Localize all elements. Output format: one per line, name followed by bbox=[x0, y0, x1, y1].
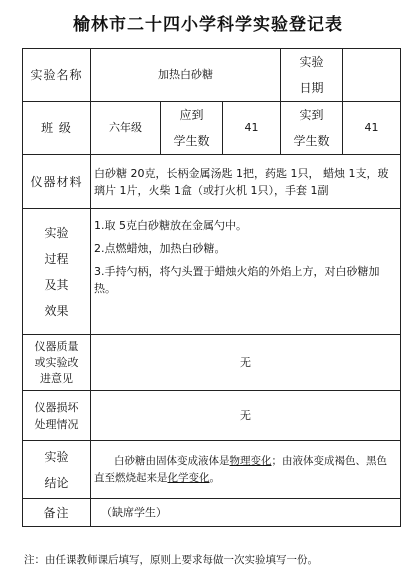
date-label-line-1: 实验 bbox=[299, 55, 324, 69]
actual-students-value: 41 bbox=[343, 102, 401, 155]
remark-value: （缺席学生） bbox=[91, 499, 401, 527]
experiment-date-label bbox=[281, 49, 343, 102]
process-label bbox=[23, 209, 91, 335]
process-label-line-1: 实验 bbox=[44, 225, 69, 240]
expected-label-line-1: 应到 bbox=[179, 108, 204, 122]
conclusion-label bbox=[23, 441, 91, 499]
damage-value: 无 bbox=[91, 391, 401, 441]
class-value: 六年级 bbox=[91, 102, 161, 155]
quality-value: 无 bbox=[91, 335, 401, 391]
conclusion-label-line-2: 结论 bbox=[44, 475, 69, 490]
class-label: 班 级 bbox=[23, 102, 91, 155]
materials-value: 白砂糖 20克，长柄金属汤匙 1把，药匙 1只， 蜡烛 1支，玻璃片 1片，火柴 1盒（或打火机 1只），手套 1副 bbox=[91, 155, 401, 209]
conclusion-physical-change: 物理变化 bbox=[229, 454, 272, 467]
footnote: 注：由任课教师课后填写，原则上要求每做一次实验填写一份。 bbox=[24, 554, 318, 566]
expected-students-value: 41 bbox=[223, 102, 281, 155]
process-label-line-2: 过程 bbox=[44, 251, 69, 266]
conclusion-chemical-change: 化学变化 bbox=[167, 471, 210, 484]
conclusion-text-3: 。 bbox=[209, 471, 220, 484]
conclusion-value bbox=[91, 441, 401, 499]
process-label-line-3: 及其 bbox=[44, 277, 69, 292]
damage-label-line-1: 仪器损坏 bbox=[34, 400, 79, 414]
process-step: 3.手持勺柄，将勺头置于蜡烛火焰的外焰上方，对白砂糖加热。 bbox=[94, 265, 380, 295]
experiment-date-value bbox=[343, 49, 401, 102]
damage-label bbox=[23, 391, 91, 441]
experiment-register-table bbox=[22, 48, 401, 527]
process-label-line-4: 效果 bbox=[44, 303, 69, 318]
conclusion-text-1: 白砂糖由固体变成液体是 bbox=[114, 454, 230, 467]
quality-label-line-2: 或实验改 bbox=[34, 355, 79, 369]
quality-label-line-3: 进意见 bbox=[40, 371, 73, 385]
page-title: 榆林市二十四小学科学实验登记表 bbox=[73, 15, 343, 35]
expected-label-line-2: 学生数 bbox=[173, 134, 210, 148]
actual-students-label bbox=[281, 102, 343, 155]
remark-label: 备注 bbox=[23, 499, 91, 527]
experiment-name-value: 加热白砂糖 bbox=[91, 49, 281, 102]
actual-label-line-1: 实到 bbox=[299, 108, 324, 122]
process-step: 2.点燃蜡烛，加热白砂糖。 bbox=[94, 242, 226, 255]
quality-label-line-1: 仪器质量 bbox=[34, 339, 79, 353]
conclusion-text-2: ；由液体变成褐色、黑色直至燃烧起来是 bbox=[94, 454, 387, 484]
process-steps bbox=[91, 209, 401, 335]
process-step: 1.取 5克白砂糖放在金属勺中。 bbox=[94, 219, 247, 232]
experiment-name-label: 实验名称 bbox=[23, 49, 91, 102]
materials-label: 仪器材料 bbox=[23, 155, 91, 209]
actual-label-line-2: 学生数 bbox=[293, 134, 330, 148]
damage-label-line-2: 处理情况 bbox=[34, 417, 79, 431]
conclusion-label-line-1: 实验 bbox=[44, 449, 69, 464]
quality-label bbox=[23, 335, 91, 391]
date-label-line-2: 日期 bbox=[299, 81, 324, 95]
expected-students-label bbox=[161, 102, 223, 155]
